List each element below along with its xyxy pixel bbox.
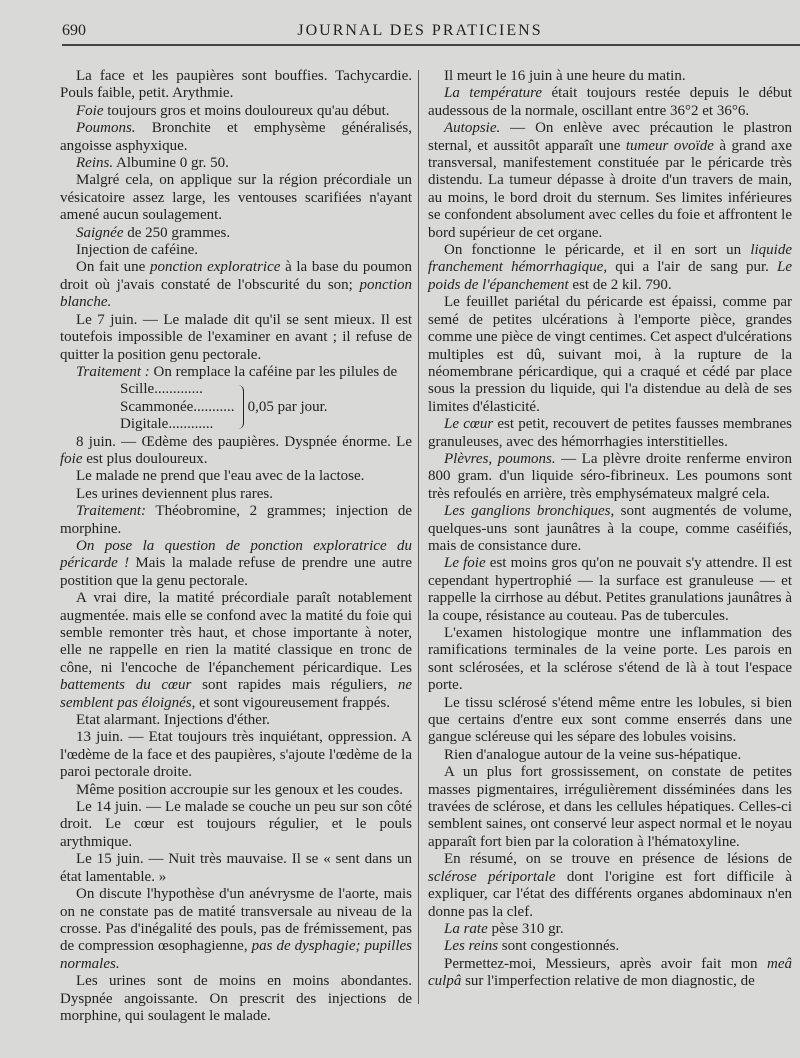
paragraph: On fait une ponction exploratrice à la base du poumon droit où j'avais constaté de l'obscurité du son; ponction blanche. [60,259,412,311]
paragraph: Injection de caféine. [76,242,199,259]
paragraph: Le foie est moins gros qu'on ne pouvait s'y attendre. Il est cependant hypertrophié — la surface est granuleuse — et rappelle la cirrhose au début. Petites granulations jaunâtres à la coupe, résistance au couteau. Pas de tubercules. [428,555,792,624]
page-header [60,20,780,46]
paragraph: Le cœur est petit, recouvert de petites fausses membranes granuleuses, avec des hémorrhagies interstitielles. [428,416,793,450]
paragraph: Poumons. Bronchite et emphysème généralisés, angoisse asphyxique. [60,120,412,154]
left-column [60,68,412,1025]
paragraph: Même position accroupie sur les genoux et les coudes. [76,781,403,798]
paragraph: A un plus fort grossissement, on constate de petites masses pigmentaires, irrégulièrement disséminées dans les travées de sclérose, et dans les cellules hépatiques. Celles-ci semblent saines, ont conservé leur aspect normal et le noyau apparaît fort bien par la coloration à l'hématoxyline. [428,764,792,850]
paragraph: Autopsie. — On enlève avec précaution le plastron sternal, et aussitôt apparaît une tumeur ovoïde à grand axe transversal, manifestement constituée par le péricarde très distendu. La tumeur dépasse à droite d'un travers de main, au moins, le bord droit du sternum. Ses limites inférieures se confondent absolument avec celles du foie et affrontent le bord supérieur de cet organe. [428,120,792,241]
paragraph: Le 15 juin. — Nuit très mauvaise. Il se « sent dans un état lamentable. » [60,851,412,885]
prescription-item: Scammonée........... [120,398,235,415]
paragraph: On fonctionne le péricarde, et il en sort un liquide franchement hémorrhagique, qui a l'air de sang pur. Le poids de l'épanchement est de 2 kil. 790. [428,242,792,293]
paragraph: Traitement: Théobromine, 2 grammes; injection de morphine. [60,503,412,537]
prescription-item: Digitale............ [120,416,214,433]
paragraph: La face et les paupières sont bouffies. Tachycardie. Pouls faible, petit. Arythmie. [60,68,412,102]
paragraph: Les urines sont de moins en moins abondantes. Dyspnée angoissante. On prescrit des injections de morphine, qui soulagent le malade. [60,973,412,1024]
paragraph: Permettez-moi, Messieurs, après avoir fait mon meâ culpâ sur l'imperfection relative de mon diagnostic, de [428,955,792,990]
paragraph: Le malade ne prend que l'eau avec de la lactose. [76,468,365,485]
paragraph: Foie toujours gros et moins douloureux qu'au début. [76,102,390,119]
paragraph: Les urines deviennent plus rares. [76,485,274,502]
paragraph: Rien d'analogue autour de la veine sus-hépatique. [444,746,742,763]
paragraph: Les ganglions bronchiques, sont augmentés de volume, quelques-uns sont jaunâtres à la coupe, comme caséifiés, mais de consistance dure. [428,503,792,554]
header-rule [62,44,800,46]
paragraph: Malgré cela, on applique sur la région précordiale un vésicatoire assez large, les ventouses scarifiées n'ayant amené aucun soulagement. [60,172,412,224]
brace [237,385,244,429]
paragraph: La rate pèse 310 gr. [444,920,564,937]
paragraph: Il meurt le 16 juin à une heure du matin. [444,68,686,84]
paragraph: Saignée de 250 grammes. [76,224,231,241]
paragraph: 8 juin. — Œdème des paupières. Dyspnée énorme. Le foie est plus douloureux. [60,433,412,467]
prescription-item: Scille............. [120,381,203,398]
paragraph: Traitement : On remplace la caféine par les pilules de [76,363,398,380]
prescription-items [120,381,235,433]
paragraph: Les reins sont congestionnés. [444,938,620,955]
paragraph: En résumé, on se trouve en présence de lésions de sclérose périportale dont l'origine est fort difficile à expliquer, car l'état des différents organes abdominaux n'en donne pas la clef. [428,851,792,920]
prescription-block [120,381,412,433]
paragraph: On pose la question de ponction exploratrice du péricarde ! Mais la malade refuse de prendre une autre postition que la genu pectorale. [60,537,412,589]
paragraph: 13 juin. — Etat toujours très inquiétant, oppression. A l'œdème de la face et des paupières, s'ajoute l'œdème de la paroi pectorale droite. [60,729,412,781]
paragraph: Reins. Albumine 0 gr. 50. [76,155,229,172]
prescription-dose: 0,05 par jour. [247,398,328,415]
paragraph: La température était toujours restée depuis le début audessous de la normale, oscillant entre 36°2 et 36°6. [428,85,792,119]
paragraph: Le feuillet pariétal du péricarde est épaissi, comme par semé de petites ulcérations à l'emporte pièce, grandes comme une pièce de vingt centimes. Cet aspect d'ulcérations multiples est dû, suivant moi, à la rupture de la néomembrane péricardique, qui a craqué et cédé par place sous la pression du liquide, qui l'a distendue au delà de ses limites d'élasticité. [428,294,792,415]
journal-title: JOURNAL DES PRATICIENS [297,22,543,39]
column-divider [418,70,419,1004]
paragraph: Le 7 juin. — Le malade dit qu'il se sent mieux. Il est toutefois impossible de l'examiner en avant ; il refuse de quitter la position genu pectorale. [60,311,412,363]
paragraph: A vrai dire, la matité précordiale paraît notablement augmentée. mais elle se confond avec la matité du foie qui semble remonter très haut, et chose importante à noter, elle ne rappelle en rien la matité classique en tronc de cône, ni l'encoche de l'épanchement péricardique. Les battements du cœur sont rapides mais réguliers, ne semblent pas éloignés, et sont vigoureusement frappés. [60,590,412,711]
paragraph: Plèvres, poumons. — La plèvre droite renferme environ 800 gram. d'un liquide séro-fibrineux. Les poumons sont très refoulés en arrière, très emphysémateux malgré cela. [428,450,793,502]
paragraph: Le tissu sclérosé s'étend même entre les lobules, si bien que certains d'entre eux sont comme enserrés dans une gangue scléreuse qui les sépare des lobules voisins. [428,694,792,746]
right-column [428,68,792,991]
paragraph: Le 14 juin. — Le malade se couche un peu sur son côté droit. Le cœur est toujours régulier, et le pouls arythmique. [60,799,412,850]
paragraph: Etat alarmant. Injections d'éther. [76,712,270,729]
paragraph: On discute l'hypothèse d'un anévrysme de l'aorte, mais on ne constate pas de matité transversale au niveau de la crosse. Pas d'inégalité des pouls, pas de frémissement, pas de compression œsophagienne, pas de dysphagie; pupilles normales. [60,886,412,972]
paragraph: L'examen histologique montre une inflammation des ramifications terminales de la veine porte. Les parois en sont sclérosées, et la sclérose s'étend de là à tout l'espace porte. [428,625,792,694]
page-number: 690 [62,22,86,39]
